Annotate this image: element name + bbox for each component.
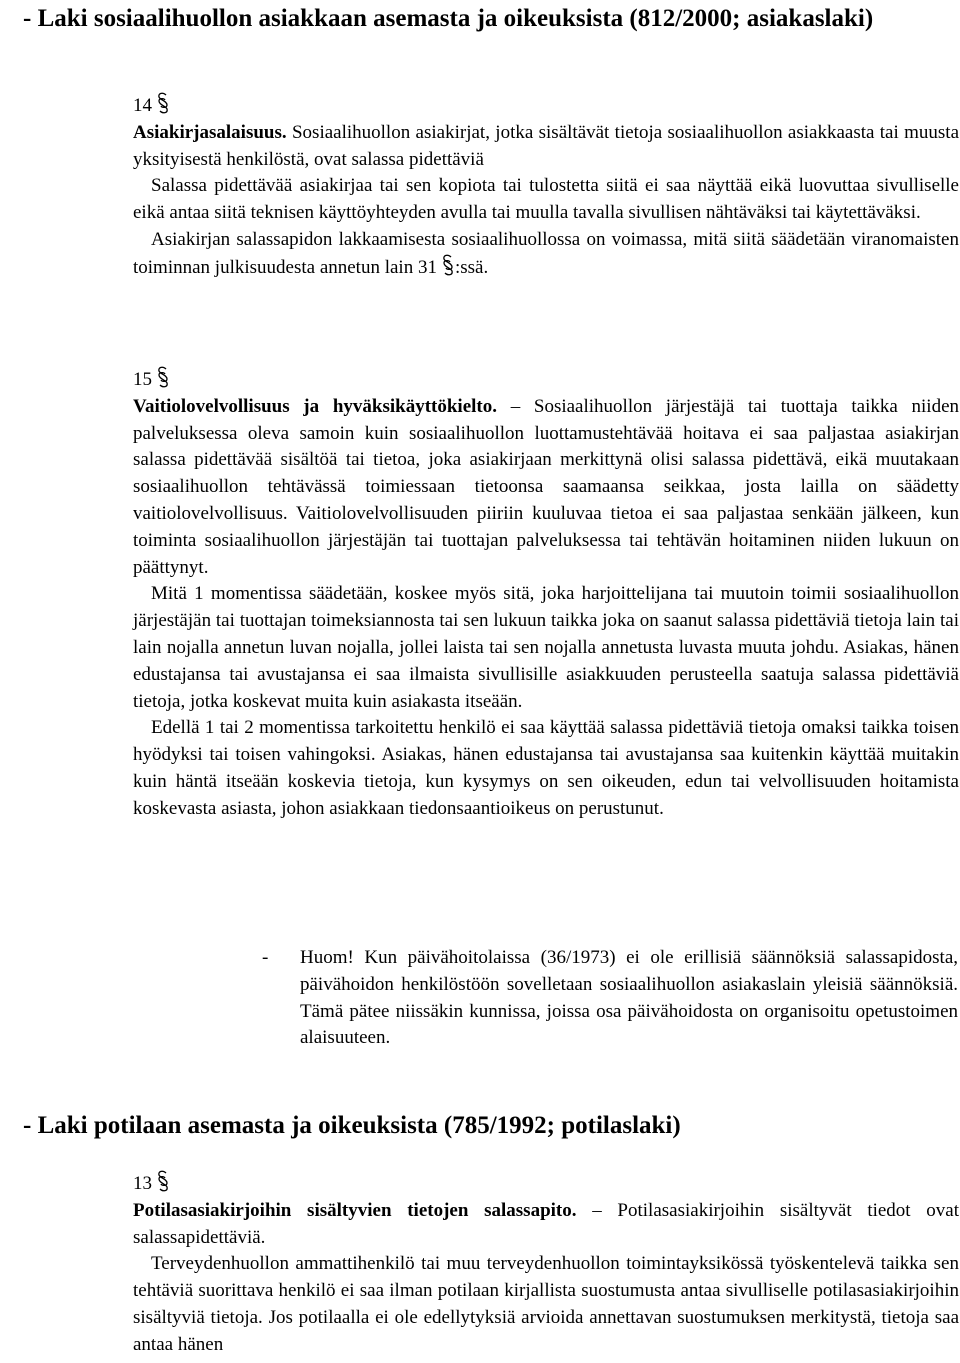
- section-14: [133, 92, 959, 282]
- note-dash: -: [262, 947, 269, 968]
- section-13-number-line: [133, 1170, 959, 1198]
- section-title: Potilasasiakirjoihin sisältyvien tietojen salassapito.: [133, 1199, 577, 1221]
- section-15-paragraph-2: Mitä 1 momentissa säädetään, koskee myös sitä, joka harjoittelijana tai muutoin toimii sosiaalihuollon järjestäjän tai tuottajan toimeksiannosta tai sen lukuun taikka joka on saanut salassa pidettäviä tietoja lain tai lain nojalla annetun luvan nojalla, jollei laista tai sen nojalla annetusta luvasta muuta johdu. Asiakas, hänen edustajansa tai avustajansa ei saa ilmaista sivullisille asiakkuuden perusteella saatuja salassa pidettäviä tietoja, jotka koskevat muita kuin asiakasta itseään.: [133, 583, 959, 712]
- section-13-paragraph-2: Terveydenhuollon ammattihenkilö tai muu terveydenhuollon toimintayksikössä työskentelevä taikka sen tehtäviä suorittava henkilö ei saa ilman potilaan kirjallista suostumusta antaa sivulliselle potilasasiakirjoihin sisältyviä tietoja. Jos potilaalla ei ole edellytyksiä arvioida annettavan suostumuksen merkitystä, tietoja saa antaa hänen: [133, 1253, 959, 1355]
- section-14-number-line: [133, 92, 959, 120]
- section-number: 14: [133, 95, 152, 116]
- note-text: Huom! Kun päivähoitolaissa (36/1973) ei ole erillisiä säännöksiä salassapidosta, päivähoidon henkilöstöön sovelletaan sosiaalihuollon asiakaslain yleisiä säännöksiä. Tämä pätee niissäkin kunnissa, joissa osa päivähoidosta on organisoitu opetustoimen alaisuuteen.: [300, 947, 958, 1049]
- section-15-paragraph-1: [133, 394, 959, 582]
- section-number: 13: [133, 1173, 152, 1194]
- law1-heading: - Laki sosiaalihuollon asiakkaan asemasta ja oikeuksista (812/2000; asiakaslaki): [23, 5, 874, 32]
- section-14-paragraph-1: [133, 120, 959, 174]
- note-block: [262, 945, 958, 1052]
- section-13-paragraph-1: [133, 1198, 959, 1252]
- paragraph-text: – Potilasasiakirjoihin sisältyvät tiedot ovat salassapidettäviä.: [133, 1199, 960, 1248]
- section-15: [133, 366, 959, 823]
- paragraph-text: – Sosiaalihuollon järjestäjä tai tuottaja taikka niiden palveluksessa oleva samoin kuin sosiaalihuollon luottamustehtävää hoitava ei saa paljastaa asiakirjan salassa pidettävää sisältöä tai tietoa, joka asiakirjaan merkittynä olisi salassa pidettävä, eikä muutakaan sosiaalihuollon tehtävässä toimiessaan tietoonsa saamaansa seikkaa, josta lailla on säädetty vaitiolovelvollisuus. Vaitiolovelvollisuuden piiriin kuuluvaa tietoa ei saa paljastaa senkään jälkeen, kun toiminta sosiaalihuollon järjestäjän tai tuottajan palveluksessa tai tehtävän hoitaminen niiden lukuun on päättynyt.: [133, 395, 959, 578]
- section-15-paragraph-3: Edellä 1 tai 2 momentissa tarkoitettu henkilö ei saa käyttää salassa pidettäviä tietoja omaksi taikka toisen hyödyksi tai toisen vahingoksi. Asiakas, hänen edustajansa tai avustajansa saa kuitenkin käyttää muitakin kuin häntä itseään koskevia tietoja, kun kysymys on sen oikeuden, edun tai velvollisuuden hoitamista koskevasta asiasta, johon asiakkaan tiedonsaantioikeus on perustunut.: [133, 717, 959, 819]
- section-13: [133, 1170, 959, 1359]
- section-sign-icon: [156, 366, 170, 388]
- section-14-paragraph-3: [133, 227, 959, 282]
- section-number: 15: [133, 369, 152, 390]
- section-title: Asiakirjasalaisuus.: [133, 121, 287, 143]
- section-15-number-line: [133, 366, 959, 394]
- law2-heading: - Laki potilaan asemasta ja oikeuksista (785/1992; potilaslaki): [23, 1112, 681, 1139]
- section-sign-icon: [156, 1170, 170, 1192]
- paragraph-text: Asiakirjan salassapidon lakkaamisesta sosiaalihuollossa on voimassa, mitä siitä säädetään viranomaisten toiminnan julkisuudesta annetun lain 31: [133, 228, 959, 278]
- section-sign-icon: [441, 254, 455, 276]
- section-title: Vaitiolovelvollisuus ja hyväksikäyttökielto.: [133, 395, 497, 417]
- section-14-paragraph-2: Salassa pidettävää asiakirjaa tai sen kopiota tai tulostetta siitä ei saa näyttää eikä luovuttaa sivulliselle eikä antaa siitä teknisen käyttöyhteyden avulla tai muulla tavalla sivullisen nähtäväksi tai käytettäväksi.: [133, 175, 959, 224]
- paragraph-text: :ssä.: [454, 256, 489, 278]
- paragraph-text: Sosiaalihuollon asiakirjat, jotka sisältävät tietoja sosiaalihuollon asiakkaasta tai muusta yksityisestä henkilöstä, ovat salassa pidettäviä: [133, 121, 960, 170]
- section-sign-icon: [156, 92, 170, 114]
